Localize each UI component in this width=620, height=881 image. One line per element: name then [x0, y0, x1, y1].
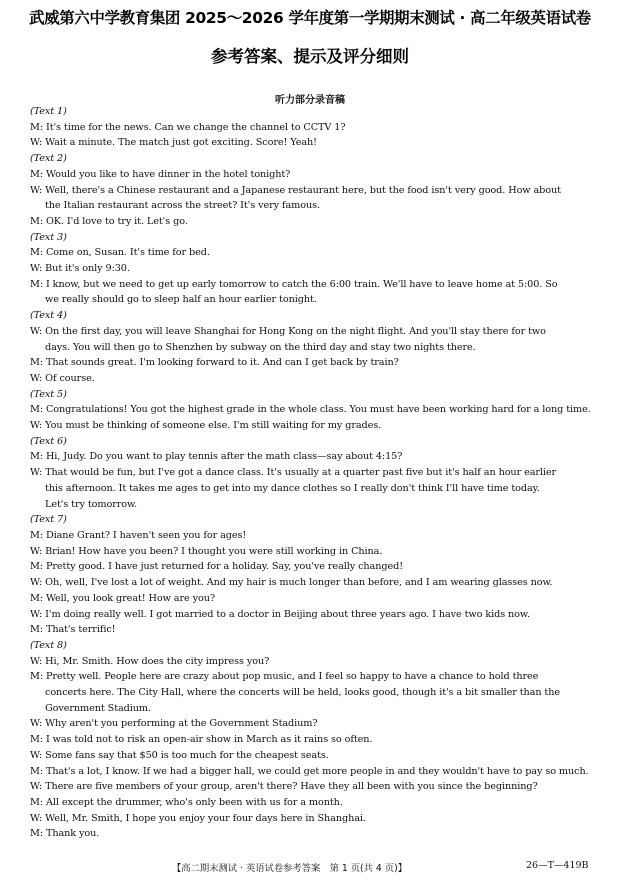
dialogue-line: M: Come on, Susan. It's time for bed.: [30, 247, 210, 259]
dialogue-continuation: the Italian restaurant across the street? It's very famous.: [45, 200, 320, 212]
section-heading: 听力部分录音稿: [275, 95, 345, 106]
dialogue-line: W: Hi, Mr. Smith. How does the city impress you?: [30, 655, 270, 667]
dialogue-line: W: Of course.: [30, 372, 95, 384]
dialogue-line: M: I know, but we need to get up early tomorrow to catch the 6:00 train. We'll have to leave home at 5:00. So: [30, 278, 558, 290]
dialogue-line: W: Wait a minute. The match just got exciting. Score! Yeah!: [30, 137, 317, 149]
dialogue-continuation: we really should go to sleep half an hour earlier tonight.: [45, 294, 317, 306]
listening-transcript: [30, 104, 598, 842]
dialogue-line: M: Would you like to have dinner in the hotel tonight?: [30, 168, 291, 180]
dialogue-line: M: That's terrific!: [30, 624, 116, 636]
dialogue-line: M: Thank you.: [30, 828, 100, 840]
dialogue-line: M: That sounds great. I'm looking forward to it. And can I get back by train?: [30, 357, 399, 369]
dialogue-line: W: On the first day, you will leave Shanghai for Hong Kong on the night flight. And you'll stay there for two: [30, 325, 546, 337]
dialogue-continuation: days. You will then go to Shenzhen by subway on the third day and stay two nights there.: [45, 341, 476, 353]
dialogue-line: M: Hi, Judy. Do you want to play tennis after the math class—say about 4:15?: [30, 451, 403, 463]
dialogue-line: W: Oh, well, I've lost a lot of weight. And my hair is much longer than before, and I am wearing glasses now.: [30, 577, 553, 589]
text-label: (Text 1): [30, 106, 67, 117]
text-label: (Text 8): [30, 639, 67, 651]
dialogue-line: W: Well, Mr. Smith, I hope you enjoy your four days here in Shanghai.: [30, 812, 366, 824]
dialogue-line: W: Some fans say that $50 is too much for the cheapest seats.: [30, 749, 329, 761]
dialogue-line: W: There are five members of your group, aren't there? Have they all been with you since the beginning?: [30, 781, 538, 793]
dialogue-line: W: You must be thinking of someone else. I'm still waiting for my grades.: [30, 420, 382, 432]
dialogue-line: W: Well, there's a Chinese restaurant and a Japanese restaurant here, but the food isn't very good. How about: [30, 184, 561, 196]
dialogue-continuation: concerts here. The City Hall, where the concerts will be held, looks good, though it's a bit smaller than the: [45, 687, 560, 699]
text-label: (Text 2): [30, 153, 67, 165]
dialogue-line: W: Brian! How have you been? I thought you were still working in China.: [30, 545, 383, 557]
dialogue-line: M: Pretty good. I have just returned for a holiday. Say, you've really changed!: [30, 561, 403, 573]
text-label: (Text 6): [30, 435, 67, 447]
text-label: (Text 3): [30, 231, 67, 243]
dialogue-line: M: OK. I'd love to try it. Let's go.: [30, 215, 188, 227]
dialogue-line: W: That would be fun, but I've got a dance class. It's usually at a quarter past five but it's half an hour earlier: [30, 467, 557, 479]
text-label: (Text 7): [30, 514, 67, 526]
text-label: (Text 5): [30, 388, 67, 400]
footer-code: 26—T—419B: [526, 860, 589, 871]
text-label: (Text 4): [30, 310, 67, 322]
dialogue-line: W: Why aren't you performing at the Government Stadium?: [30, 718, 318, 730]
dialogue-line: M: It's time for the news. Can we change the channel to CCTV 1?: [30, 121, 346, 133]
dialogue-line: W: I'm doing really well. I got married to a doctor in Beijing about three years ago. I have two kids now.: [30, 608, 530, 620]
footer-page-info: 【高二期末测试 · 英语试卷参考答案 第 1 页(共 4 页)】: [172, 863, 408, 874]
dialogue-continuation: this afternoon. It takes me ages to get into my dance clothes so I really don't think I'll have time today.: [45, 482, 540, 494]
dialogue-line: M: I was told not to risk an open-air show in March as it rains so often.: [30, 734, 373, 746]
dialogue-line: M: Well, you look great! How are you?: [30, 592, 215, 604]
dialogue-continuation: Government Stadium.: [45, 702, 151, 714]
dialogue-continuation: Let's try tomorrow.: [45, 498, 138, 510]
dialogue-line: M: All except the drummer, who's only been with us for a month.: [30, 796, 343, 808]
dialogue-line: W: But it's only 9:30.: [30, 263, 130, 275]
document-title: 武威第六中学教育集团 2025～2026 学年度第一学期期末测试 · 高二年级英语试卷: [29, 9, 591, 27]
dialogue-line: M: Congratulations! You got the highest grade in the whole class. You must have been working hard for a long time.: [30, 404, 591, 416]
dialogue-line: M: Diane Grant? I haven't seen you for ages!: [30, 529, 247, 541]
document-subtitle: 参考答案、提示及评分细则: [211, 47, 409, 66]
dialogue-line: M: That's a lot, I know. If we had a bigger hall, we could get more people in and they wouldn't have to pay so much.: [30, 765, 589, 777]
dialogue-line: M: Pretty well. People here are crazy about pop music, and I feel so happy to have a chance to hold three: [30, 671, 539, 683]
